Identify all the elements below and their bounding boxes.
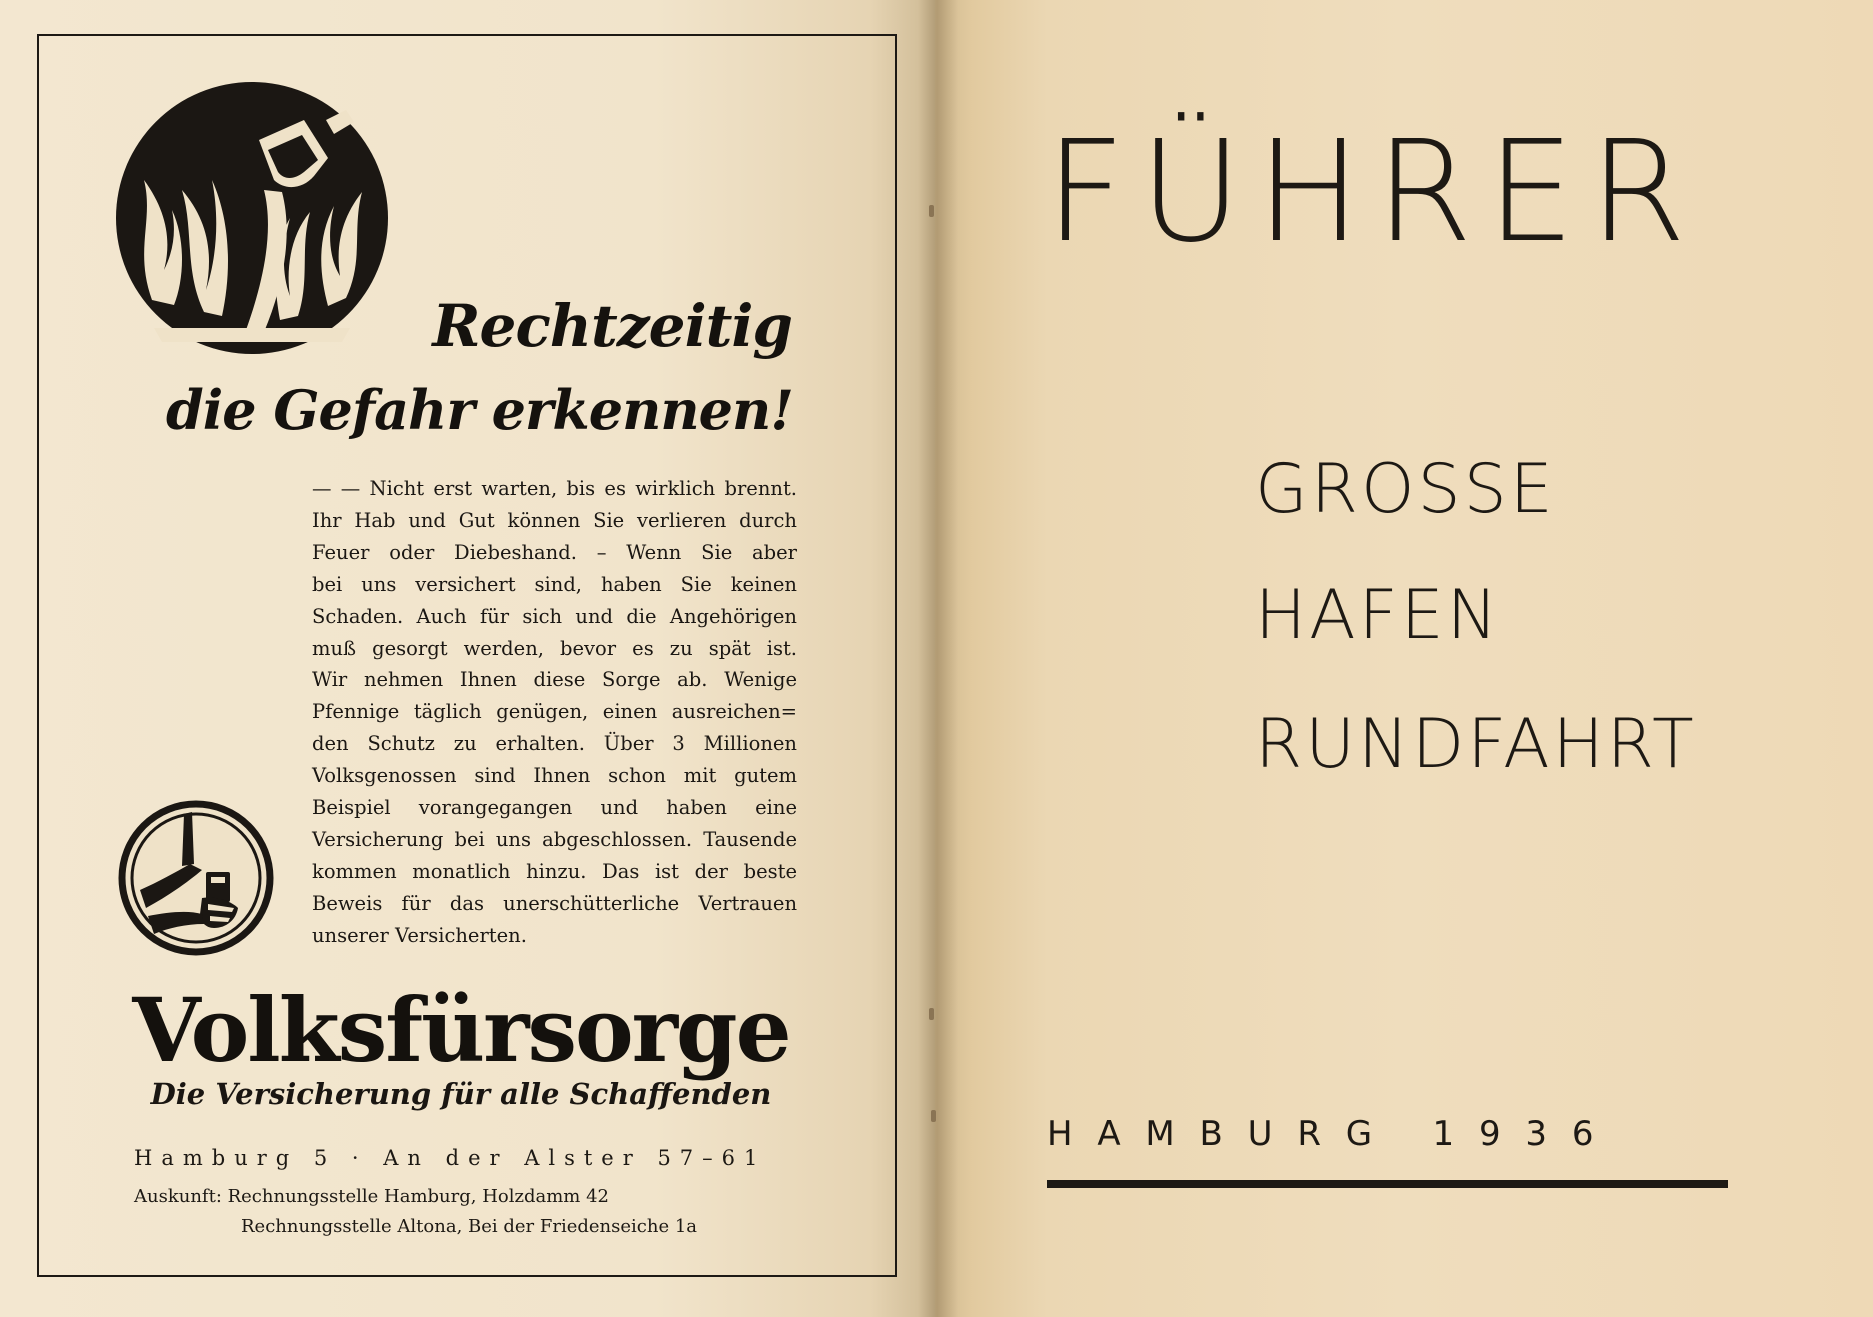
brand-tagline: Die Versicherung für alle Schaffenden (150, 1077, 772, 1111)
body-line: kommen monatlich hinzu. Das ist der beste (312, 859, 797, 883)
body-line: Volksgenossen sind Ihnen schon mit gutem (312, 764, 797, 788)
binding-stitch (931, 1110, 936, 1122)
subtitle-line-1: GROSSE (1255, 450, 1556, 529)
contact-info (134, 1182, 834, 1242)
body-line: den Schutz zu erhalten. Über 3 Millionen (312, 732, 797, 756)
left-page (0, 0, 935, 1317)
company-address: Hamburg 5 · An der Alster 57–61 (134, 1146, 767, 1170)
body-line: Schaden. Auch für sich und die Angehörigen (312, 604, 797, 628)
fire-bucket-emblem-icon (114, 80, 390, 356)
body-line: Versicherung bei uns abgeschlossen. Tausende (312, 827, 797, 851)
imprint-place-year: HAMBURG 1936 (1047, 1114, 1619, 1154)
contact-info-line-1: Auskunft: Rechnungsstelle Hamburg, Holzdamm 42 (134, 1186, 610, 1207)
body-line: Pfennige täglich genügen, einen ausreichen= (312, 700, 797, 724)
body-line: Feuer oder Diebeshand. – Wenn Sie aber (312, 540, 797, 564)
slogan-line-2: die Gefahr erkennen! (165, 378, 793, 442)
page-title: FÜHRER (1045, 111, 1701, 274)
body-line: Wir nehmen Ihnen diese Sorge ab. Wenige (312, 668, 797, 692)
subtitle-line-3: RUNDFAHRT (1255, 705, 1697, 784)
contact-info-line-2: Rechnungsstelle Altona, Bei der Friedenseiche 1a (241, 1216, 698, 1237)
horizontal-rule (1047, 1180, 1728, 1188)
advertisement-body (312, 473, 797, 952)
book-gutter (918, 0, 958, 1317)
brand-name: Volksfürsorge (132, 978, 790, 1082)
body-line: Beweis für das unerschütterliche Vertrauen (312, 891, 797, 915)
slogan-line-1: Rechtzeitig (432, 292, 792, 360)
hand-holding-book-emblem-icon (118, 800, 274, 956)
subtitle-line-2: HAFEN (1255, 576, 1501, 655)
body-line: unserer Versicherten. (312, 923, 527, 947)
body-line: muß gesorgt werden, bevor es zu spät ist. (312, 636, 797, 660)
body-line: Ihr Hab und Gut können Sie verlieren durch (312, 508, 797, 532)
body-line: — — Nicht erst warten, bis es wirklich brennt. (312, 477, 797, 500)
binding-stitch (929, 1008, 934, 1020)
body-line: Beispiel vorangegangen und haben eine (312, 796, 797, 820)
body-line: bei uns versichert sind, haben Sie keinen (312, 572, 797, 596)
binding-stitch (929, 205, 934, 217)
